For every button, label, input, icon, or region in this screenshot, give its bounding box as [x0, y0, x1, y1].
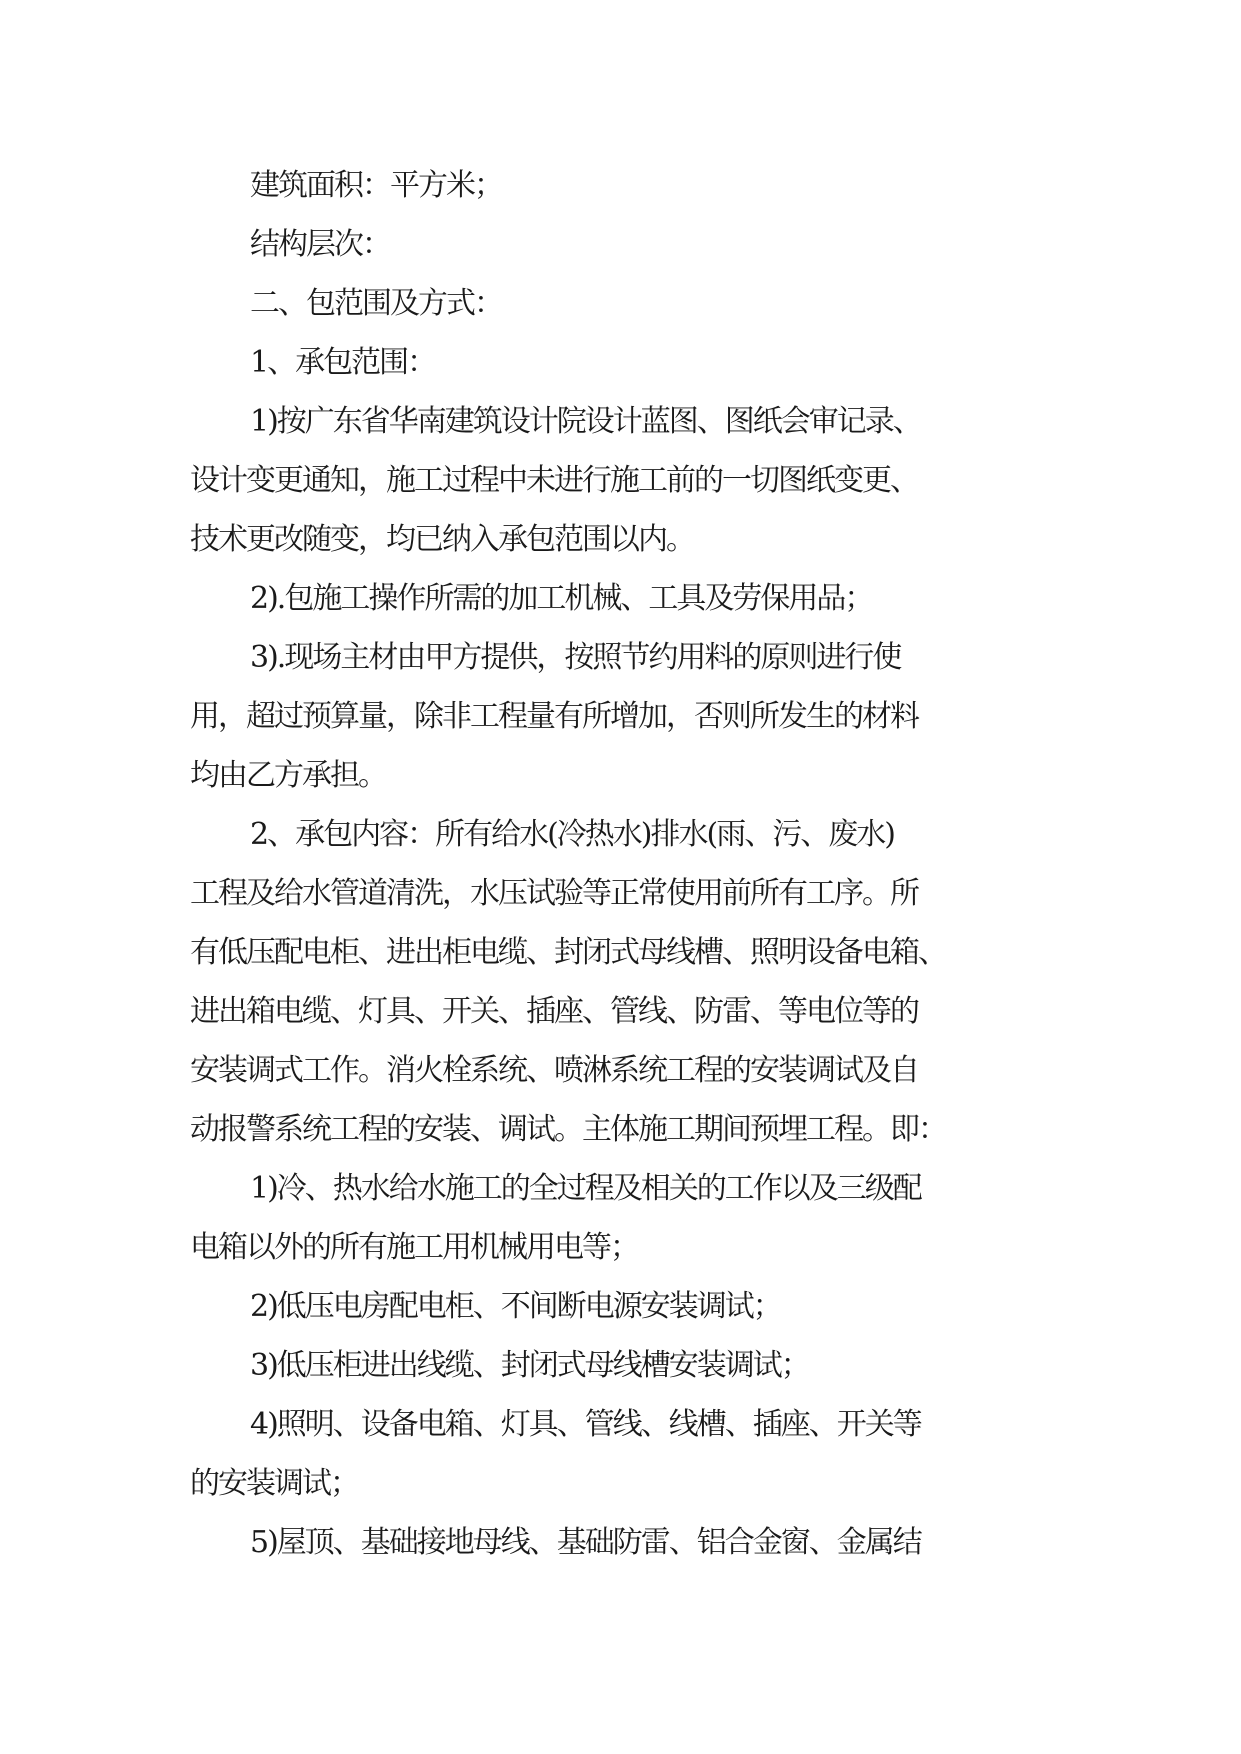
paragraph-structure-levels: [190, 215, 1065, 274]
paragraph-scope-item-1: [190, 392, 1065, 569]
paragraph-content-item-2: [190, 1277, 1065, 1336]
paragraph-content-item-1: [190, 1159, 1065, 1277]
text-line: 5)屋顶、基础接地母线、基础防雷、铝合金窗、金属结: [250, 1525, 921, 1560]
text-line: 动报警系统工程的安装、调试。主体施工期间预埋工程。即：: [190, 1112, 946, 1147]
text-line: 电箱以外的所有施工用机械用电等；: [190, 1230, 638, 1265]
text-line: 建筑面积：平方米；: [250, 168, 502, 203]
text-line: 4)照明、设备电箱、灯具、管线、线槽、插座、开关等: [250, 1407, 921, 1442]
text-line: 3).现场主材由甲方提供，按照节约用料的原则进行使: [250, 640, 901, 675]
subheading-contract-scope: [190, 333, 1065, 392]
text-line: 1)按广东省华南建筑设计院设计蓝图、图纸会审记录、: [250, 404, 921, 439]
paragraph-building-area: [190, 156, 1065, 215]
text-line: 1、承包范围：: [250, 345, 436, 380]
text-line: 进出箱电缆、灯具、开关、插座、管线、防雷、等电位等的: [190, 994, 918, 1029]
paragraph-content-item-4: [190, 1395, 1065, 1513]
text-line: 二、包范围及方式：: [250, 286, 502, 321]
document-body: [190, 156, 1065, 1572]
text-line: 2、承包内容：所有给水(冷热水)排水(雨、污、废水): [250, 817, 894, 852]
paragraph-contract-content: [190, 805, 1065, 1159]
text-line: 2).包施工操作所需的加工机械、工具及劳保用品；: [250, 581, 873, 616]
text-line: 有低压配电柜、进出柜电缆、封闭式母线槽、照明设备电箱、: [190, 935, 946, 970]
text-line: 的安装调试；: [190, 1466, 358, 1501]
text-line: 技术更改随变，均已纳入承包范围以内。: [190, 522, 694, 557]
paragraph-content-item-5: [190, 1513, 1065, 1572]
paragraph-content-item-3: [190, 1336, 1065, 1395]
text-line: 安装调式工作。消火栓系统、喷淋系统工程的安装调试及自: [190, 1053, 918, 1088]
text-line: 3)低压柜进出线缆、封闭式母线槽安装调试；: [250, 1348, 809, 1383]
text-line: 用，超过预算量，除非工程量有所增加，否则所发生的材料: [190, 699, 918, 734]
text-line: 1)冷、热水给水施工的全过程及相关的工作以及三级配: [250, 1171, 921, 1206]
text-line: 结构层次：: [250, 227, 390, 262]
text-line: 均由乙方承担。: [190, 758, 386, 793]
paragraph-scope-item-3: [190, 628, 1065, 805]
text-line: 工程及给水管道清洗，水压试验等正常使用前所有工序。所: [190, 876, 918, 911]
text-line: 2)低压电房配电柜、不间断电源安装调试；: [250, 1289, 781, 1324]
paragraph-scope-item-2: [190, 569, 1065, 628]
text-line: 设计变更通知，施工过程中未进行施工前的一切图纸变更、: [190, 463, 918, 498]
section-heading-scope-and-method: [190, 274, 1065, 333]
